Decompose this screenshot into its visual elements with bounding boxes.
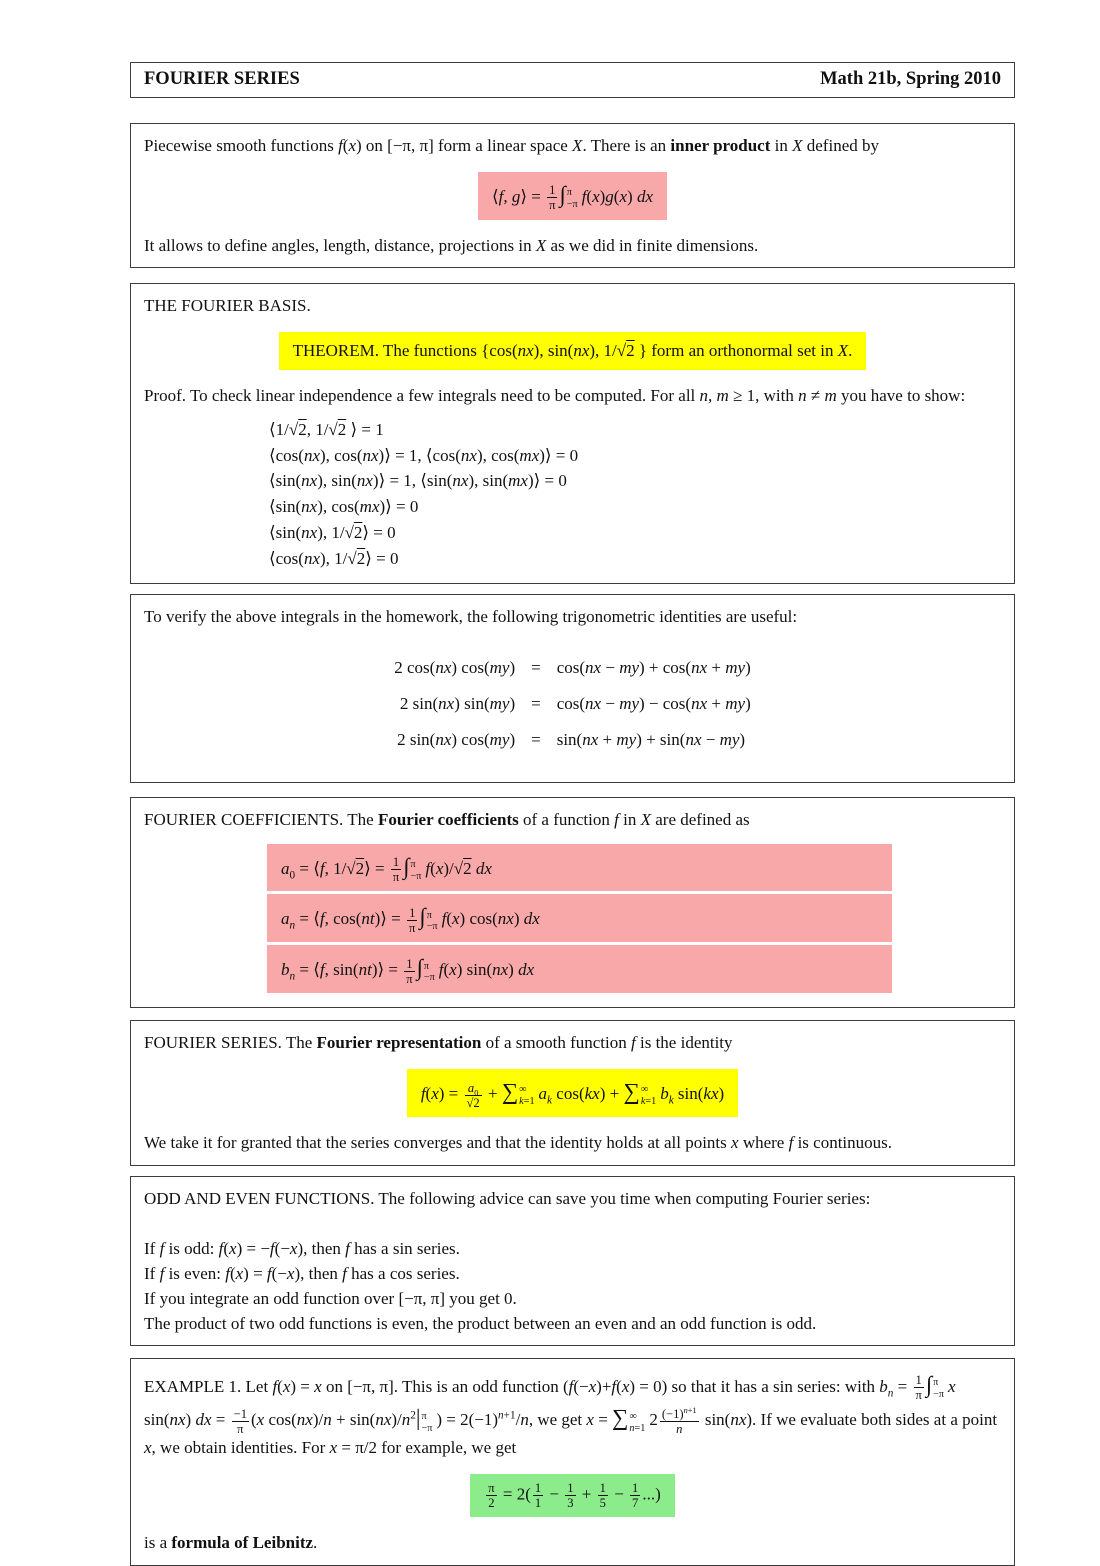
- example-body: EXAMPLE 1. Let f(x) = x on [−π, π]. This is an odd function (f(−x)+f(x) = 0) so that it has a sin series: with $b_n$ = $\frac{1}{\pi}$ ∫ π −π x sin(nx) dx = $\frac{-1}{\pi}$ (x $\cos(nx)/n + \sin(nx)/n^2|$ π −π ) = $2(-1)^{n+1}/n$, we get x = ∑ ∞ n=1 2 $\frac{(-1)^{n+1}}{n}$ sin(nx). If we evaluate both sides at a point x, we obtain identities. For x = π/2 for example, we get: [144, 1371, 998, 1458]
- document-page: [0, 62, 1100, 1566]
- identity-lhs: 2 cos(nx) cos(my): [394, 658, 516, 678]
- odd-even-advice-list: [144, 1237, 1001, 1335]
- fourier-basis-box: [130, 283, 1015, 583]
- proof-equation: ⟨1/√2, 1/√2 ⟩ = 1: [269, 419, 384, 439]
- proof-text: Proof. To check linear independence a few integrals need to be computed. For all n, m ≥ 1, with n ≠ m you have to show:: [144, 385, 966, 405]
- advice-line: If you integrate an odd function over [−π, π] you get 0.: [144, 1289, 517, 1308]
- leibnitz-formula-wrap: [144, 1474, 1001, 1517]
- inner-product-formula: ⟨f, g⟩ = $\frac{1}{\pi}$ ∫ π −π f(x)g(x) dx: [478, 172, 667, 220]
- inner-product-formula-wrap: [144, 172, 1001, 220]
- proof-equation: ⟨sin(nx), sin(nx)⟩ = 1, ⟨sin(nx), sin(mx)⟩ = 0: [269, 471, 567, 491]
- series-outro: We take it for granted that the series converges and that the identity holds at all points x where f is continuous.: [144, 1132, 893, 1152]
- course-label: Math 21b, Spring 2010: [820, 69, 1001, 89]
- equals-sign: =: [531, 729, 541, 749]
- example-box: [130, 1358, 1015, 1566]
- header-box: [130, 62, 1015, 98]
- spacer: [144, 1212, 1001, 1236]
- coefficients-intro: FOURIER COEFFICIENTS. The Fourier coefficients of a function f in X are defined as: [144, 809, 750, 829]
- equals-sign: =: [531, 694, 541, 714]
- identity-lhs: 2 sin(nx) cos(my): [397, 729, 516, 749]
- doc-title: FOURIER SERIES: [144, 69, 300, 89]
- fourier-coefficients-box: [130, 797, 1015, 1008]
- proof-equation: ⟨cos(nx), 1/√2⟩ = 0: [269, 548, 399, 568]
- coefficient-formula-list: [267, 844, 892, 994]
- theorem-statement: THEOREM. The functions {cos(nx), sin(nx), 1/√2 } form an orthonormal set in X.: [279, 332, 867, 370]
- identities-intro: To verify the above integrals in the homework, the following trigonometric identities are useful:: [144, 606, 798, 626]
- intro-box: [130, 123, 1015, 268]
- identities-table: [394, 656, 750, 751]
- proof-equation-list: [269, 418, 1001, 571]
- identity-lhs: 2 sin(nx) sin(my): [399, 694, 516, 714]
- identity-rhs: sin(nx + my) + sin(nx − my): [556, 729, 746, 749]
- series-formula-wrap: [144, 1069, 1001, 1117]
- coefficient-formula-bn: $b_n$ = ⟨f, sin(nt)⟩ = $\frac{1}{\pi}$ ∫ π −π f(x) sin(nx) dx: [267, 945, 892, 993]
- advice-line: If f is odd: f(x) = −f(−x), then f has a sin series.: [144, 1239, 460, 1259]
- leibnitz-formula: $\frac{\pi}{2}$ = 2( $\frac{1}{1}$ − $\frac{1}{3}$ + $\frac{1}{5}$ − $\frac{1}{7}$ ...): [470, 1474, 675, 1517]
- proof-equation: ⟨sin(nx), 1/√2⟩ = 0: [269, 522, 396, 542]
- proof-equation: ⟨sin(nx), cos(mx)⟩ = 0: [269, 497, 419, 517]
- intro-line-1: Piecewise smooth functions f(x) on [−π, π] form a linear space X. There is an inner product in X defined by: [144, 135, 879, 155]
- basis-title: THE FOURIER BASIS.: [144, 296, 311, 316]
- odd-even-intro: ODD AND EVEN FUNCTIONS. The following advice can save you time when computing Fourier series:: [144, 1188, 871, 1208]
- coefficient-formula-an: $a_n$ = ⟨f, cos(nt)⟩ = $\frac{1}{\pi}$ ∫ π −π f(x) cos(nx) dx: [267, 894, 892, 942]
- advice-line: If f is even: f(x) = f(−x), then f has a cos series.: [144, 1264, 460, 1284]
- advice-line: The product of two odd functions is even, the product between an even and an odd function is odd.: [144, 1313, 817, 1333]
- fourier-series-box: [130, 1020, 1015, 1165]
- intro-line-2: It allows to define angles, length, distance, projections in X as we did in finite dimensions.: [144, 235, 759, 255]
- theorem-wrap: [144, 332, 1001, 370]
- equals-sign: =: [531, 658, 541, 678]
- series-formula: f(x) = $\frac{a_0}{√2}$ + ∑ ∞ k=1 $a_k$ cos(kx) + ∑ ∞ k=1 $b_k$ sin(kx): [407, 1069, 738, 1117]
- identity-rhs: cos(nx − my) + cos(nx + my): [556, 658, 751, 678]
- proof-equation: ⟨cos(nx), cos(nx)⟩ = 1, ⟨cos(nx), cos(mx)⟩ = 0: [269, 445, 579, 465]
- odd-even-box: [130, 1176, 1015, 1346]
- series-intro: FOURIER SERIES. The Fourier representation of a smooth function f is the identity: [144, 1033, 733, 1053]
- coefficient-formula-a0: $a_0$ = ⟨f, 1/√2⟩ = $\frac{1}{\pi}$ ∫ π −π f(x)/√2 dx: [267, 844, 892, 892]
- identity-rhs: cos(nx − my) − cos(nx + my): [556, 694, 751, 714]
- example-outro: is a formula of Leibnitz.: [144, 1533, 318, 1553]
- trig-identities-box: [130, 594, 1015, 783]
